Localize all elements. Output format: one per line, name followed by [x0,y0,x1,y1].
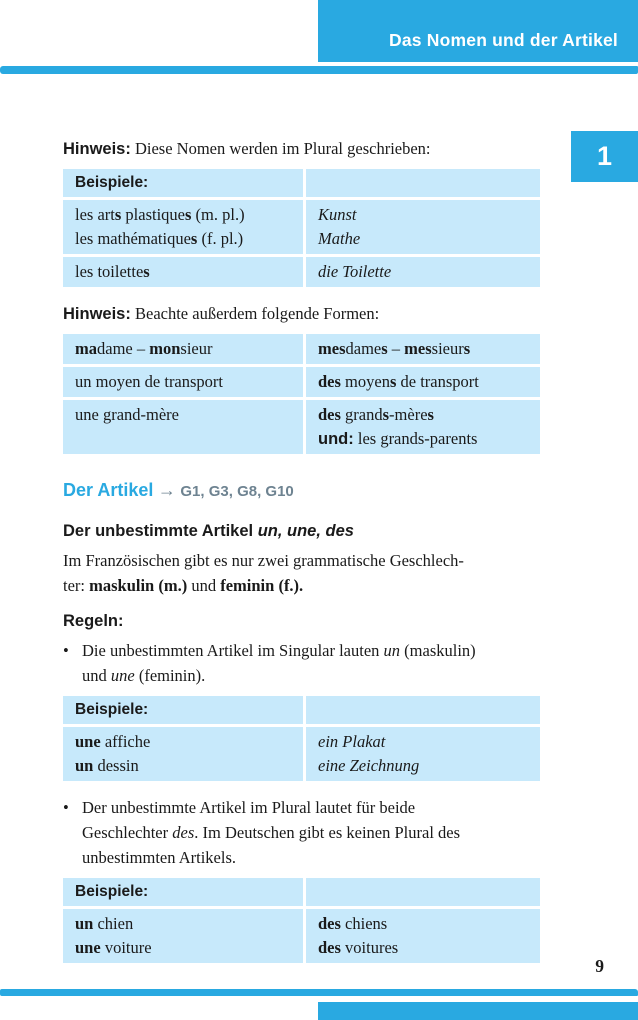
table-header-cell-empty [306,169,540,197]
table-cell-plural: des moyens de transport [306,367,540,397]
footer-strip [0,989,638,996]
regeln-label: Regeln: [63,612,124,630]
examples-table-plural-articles [63,878,540,963]
table-header-cell: Beispiele: [63,169,303,197]
table-row [63,909,540,963]
chapter-number-tab [571,131,638,182]
bullet-text: Der unbestimmte Artikel im Plural lautet für beide Geschlechter des. Im Deutschen gibt es keinen Plural des unbestimmten Artikels. [82,798,461,867]
chapter-title: Das Nomen und der Artikel [389,30,618,50]
table-header-row [63,169,540,197]
table-header-cell-empty [306,878,540,906]
table-cell-german: ein Plakat eine Zeichnung [306,727,540,781]
examples-table-singular-articles [63,696,540,781]
examples-table-plural-nouns [63,169,540,287]
bullet-text: Die unbestimmten Artikel im Singular lauten un (maskulin) und une (feminin). [82,641,476,685]
table-cell-plural: des chiens des voitures [306,909,540,963]
table-row [63,367,540,397]
bullet-marker: • [63,798,69,817]
rule-bullet-singular [63,638,540,688]
table-row [63,727,540,781]
forms-table [63,334,540,454]
table-header-row [63,878,540,906]
table-header-cell: Beispiele: [63,696,303,724]
table-header-cell: Beispiele: [63,878,303,906]
table-cell-singular: une grand-mère [63,400,303,454]
table-row [63,334,540,364]
chapter-number: 1 [596,141,613,171]
hinweis-forms-note: Hinweis: Beachte außerdem folgende Formen: [63,304,380,323]
table-cell-german: die Toilette [306,257,540,287]
section-heading-der-artikel: Der Artikel → G1, G3, G8, G10 [63,480,294,500]
table-cell-german: Kunst Mathe [306,200,540,254]
header-band [318,0,638,62]
table-row [63,200,540,254]
table-cell-singular: un chien une voiture [63,909,303,963]
table-cell-french: une affiche un dessin [63,727,303,781]
bullet-marker: • [63,641,69,660]
table-cell-plural: mesdames – messieurs [306,334,540,364]
table-cell-singular: madame – monsieur [63,334,303,364]
table-cell-french: les arts plastiques (m. pl.) les mathématiques (f. pl.) [63,200,303,254]
table-cell-french: les toilettes [63,257,303,287]
page-content [63,136,540,963]
table-cell-plural: des grands-mères und: les grands-parents [306,400,540,454]
table-row [63,400,540,454]
page-number: 9 [595,956,604,976]
table-header-cell-empty [306,696,540,724]
header-strip [0,66,638,74]
rule-bullet-plural [63,795,540,870]
subheading-unbestimmter-artikel: Der unbestimmte Artikel un, une, des [63,522,354,540]
table-cell-singular: un moyen de transport [63,367,303,397]
hinweis-plural-note: Hinweis: Diese Nomen werden im Plural geschrieben: [63,139,431,158]
table-row [63,257,540,287]
table-header-row [63,696,540,724]
intro-paragraph: Im Französischen gibt es nur zwei grammatische Geschlech- ter: maskulin (m.) und feminin (f.). [63,551,464,595]
footer-band [318,1002,638,1020]
